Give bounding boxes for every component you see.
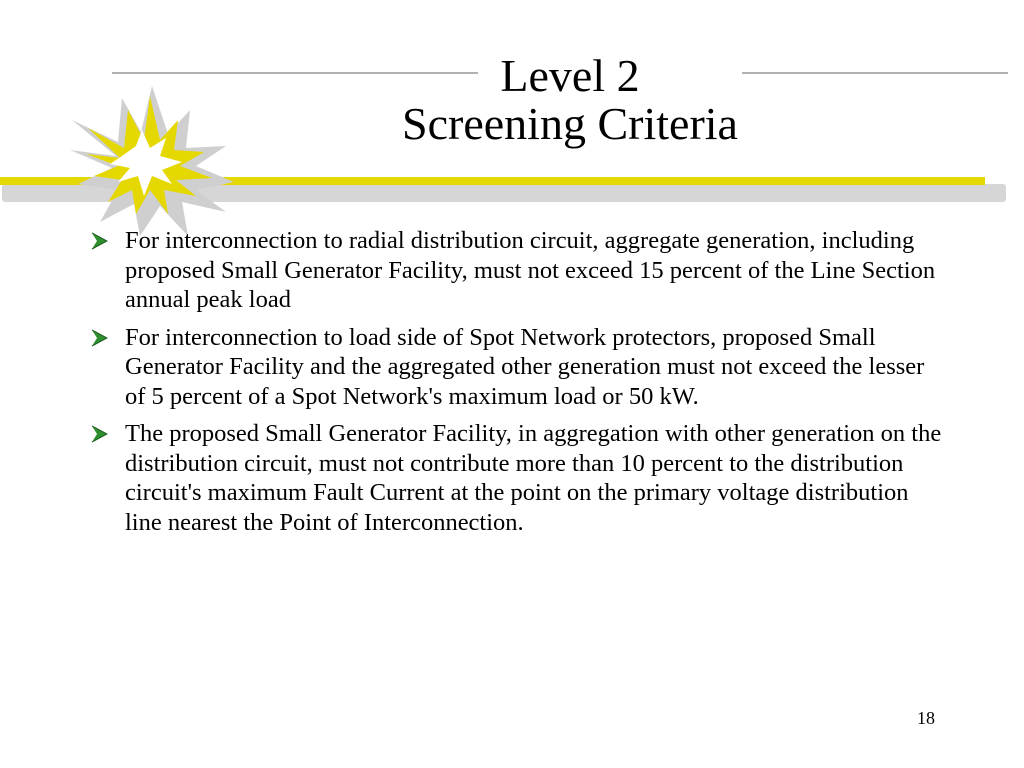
arrow-bullet-icon bbox=[90, 425, 108, 443]
title-line-1: Level 2 bbox=[500, 50, 640, 101]
bullet-list bbox=[90, 226, 950, 545]
list-item bbox=[90, 226, 950, 315]
bullet-text: For interconnection to load side of Spot Network protectors, proposed Small Generator Facility and the aggregated other generation must not exceed the lesser of 5 percent of a Spot Network's maximum load or 50 kW. bbox=[125, 323, 925, 410]
bullet-text: For interconnection to radial distribution circuit, aggregate generation, including proposed Small Generator Facility, must not exceed 15 percent of the Line Section annual peak load bbox=[125, 227, 936, 313]
starburst-logo-icon bbox=[70, 86, 234, 236]
bullet-text: The proposed Small Generator Facility, in aggregation with other generation on the distribution circuit, must not contribute more than 10 percent to the distribution circuit's maximum Fault Current at the point on the primary voltage distribution line nearest the Point of Interconnection. bbox=[125, 420, 942, 536]
title-line-2: Screening Criteria bbox=[402, 98, 738, 149]
arrow-bullet-icon bbox=[90, 232, 108, 250]
list-item bbox=[90, 323, 950, 412]
arrow-bullet-icon bbox=[90, 329, 108, 347]
slide-title bbox=[280, 52, 860, 148]
list-item bbox=[90, 419, 950, 537]
page-number: 18 bbox=[917, 708, 935, 728]
